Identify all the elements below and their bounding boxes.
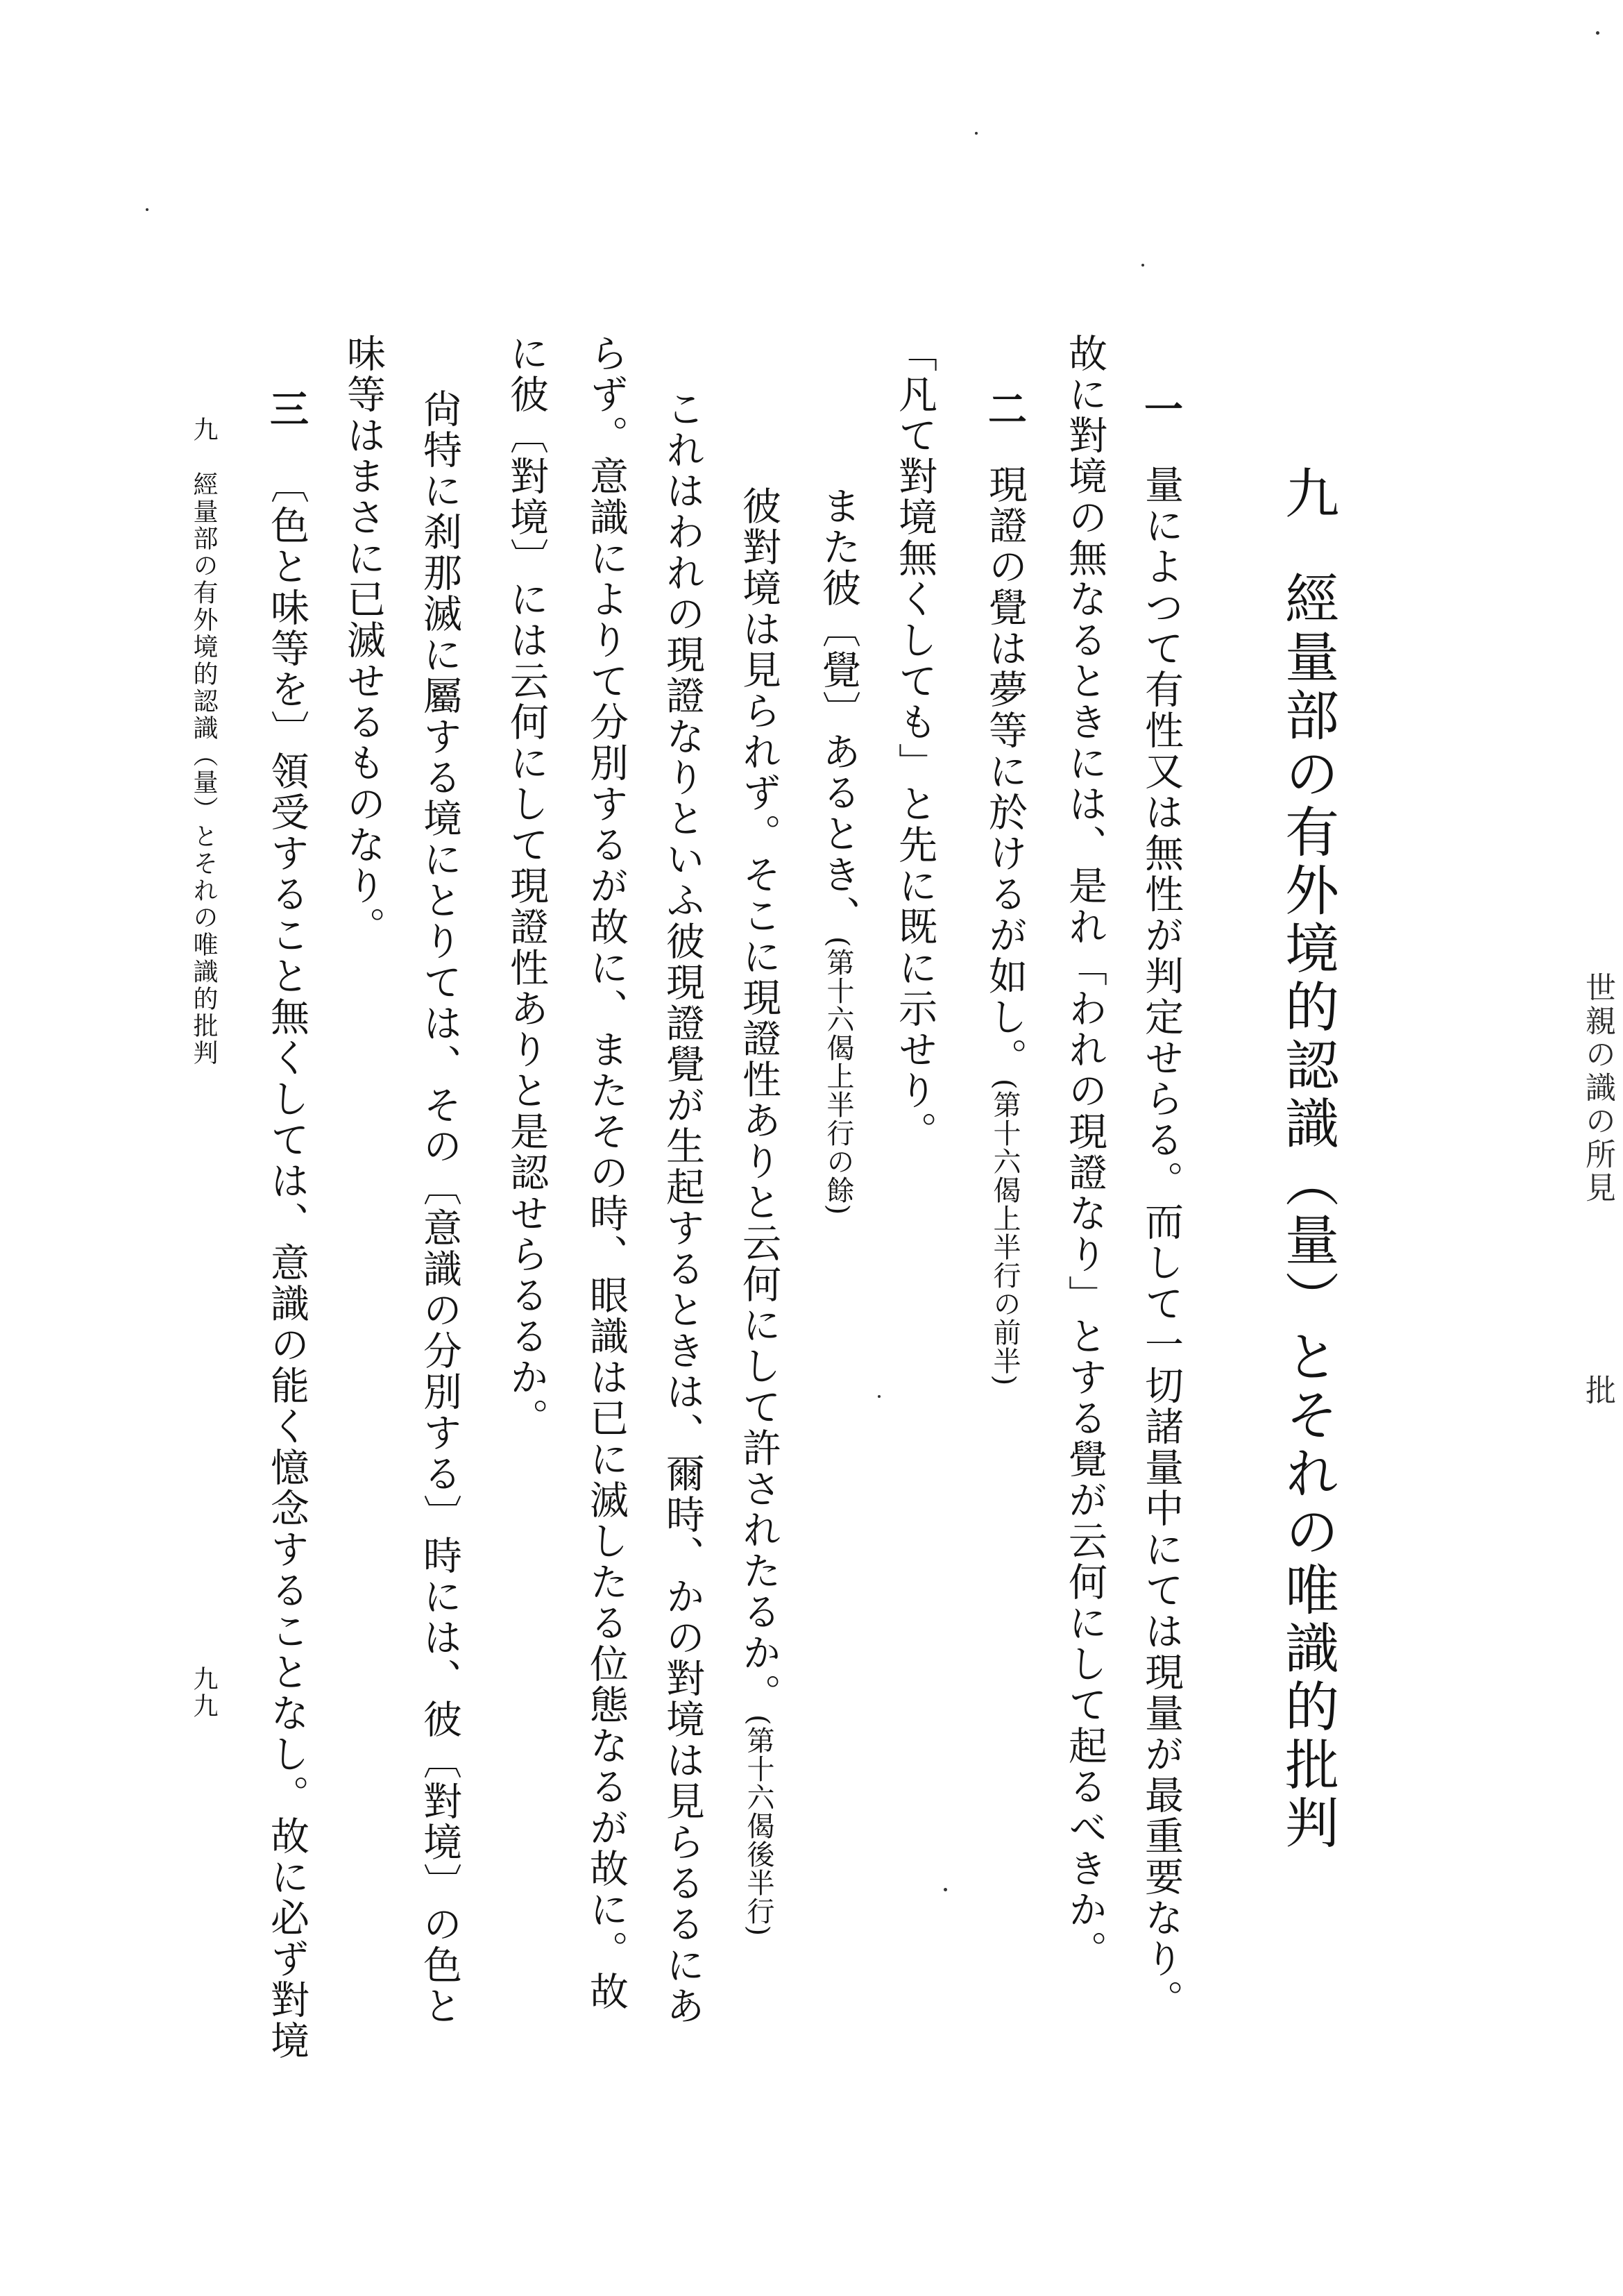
section-marker: 三 xyxy=(264,389,309,430)
section-2-line-3: また彼〔覺〕あるとき、(第十六偈上半行の餘) xyxy=(816,486,861,1216)
verse-note: (第十六偈後半行) xyxy=(742,1714,774,1937)
scan-speck xyxy=(1141,264,1144,267)
section-2-line-2: 「凡て對境無くしても」と先に既に示せり。 xyxy=(892,333,937,1152)
section-2-line-9: 味等はまさに已滅せるものなり。 xyxy=(341,333,386,947)
verse-note: (第十六偈上半行の餘) xyxy=(822,936,854,1216)
section-2-line-6: らず。意識によりて分別するが故に、またその時、眼識は已に滅したる位態なるが故に。故 xyxy=(584,333,629,2012)
page-number: 九九 xyxy=(189,1666,218,1720)
section-2-line-7: に彼〔對境〕には云何にして現證性ありと是認せらるるか。 xyxy=(504,333,549,1439)
chapter-number: 九 xyxy=(1276,465,1339,523)
scan-speck xyxy=(975,132,978,135)
scan-speck xyxy=(878,1395,881,1398)
section-1-line-2: 故に對境の無なるときには、是れ「われの現證なり」とする覺が云何にして起るべきか。 xyxy=(1062,333,1107,1971)
verse-note: (第十六偈上半行の前半) xyxy=(989,1079,1021,1387)
section-marker: 二 xyxy=(982,389,1028,430)
footer-running-title: 經量部の有外境的認識（量）とそれの唯識的批判 xyxy=(189,471,218,1067)
scan-speck xyxy=(1596,31,1599,35)
running-footer xyxy=(191,416,216,1067)
bleed-through-fragment: 批 xyxy=(1580,1374,1615,1408)
section-3-line-1: 三〔色と味等を〕領受すること無くしては、意識の能く憶念することなし。故に必ず對境 xyxy=(264,389,309,2061)
chapter-title: 經量部の有外境的認識（量）とそれの唯識的批判 xyxy=(1276,571,1339,1853)
chapter-heading xyxy=(1276,465,1339,1853)
section-marker: 一 xyxy=(1138,389,1184,430)
section-2-line-5: これはわれの現證なりといふ彼現證覺が生起するときは、爾時、かの對境は見らるるにあ xyxy=(660,389,705,2027)
scan-speck xyxy=(944,1888,947,1891)
footer-chapter-label: 九 xyxy=(189,416,218,444)
section-1-line-1: 一量によつて有性又は無性が判定せらる。而して一切諸量中にては現量が最重要なり。 xyxy=(1138,389,1184,2020)
section-2-line-8: 尙特に刹那滅に屬する境にとりては、その〔意識の分別する〕時には、彼〔對境〕の色と xyxy=(417,389,462,2027)
section-2-line-1: 二現證の覺は夢等に於けるが如し。(第十六偈上半行の前半) xyxy=(982,389,1028,1387)
section-2-line-4: 彼對境は見られず。そこに現證性ありと云何にして許されたるか。(第十六偈後半行) xyxy=(736,486,781,1937)
scan-speck xyxy=(146,208,148,211)
bleed-through-fragment: 世親の識の所見 xyxy=(1580,972,1615,1205)
